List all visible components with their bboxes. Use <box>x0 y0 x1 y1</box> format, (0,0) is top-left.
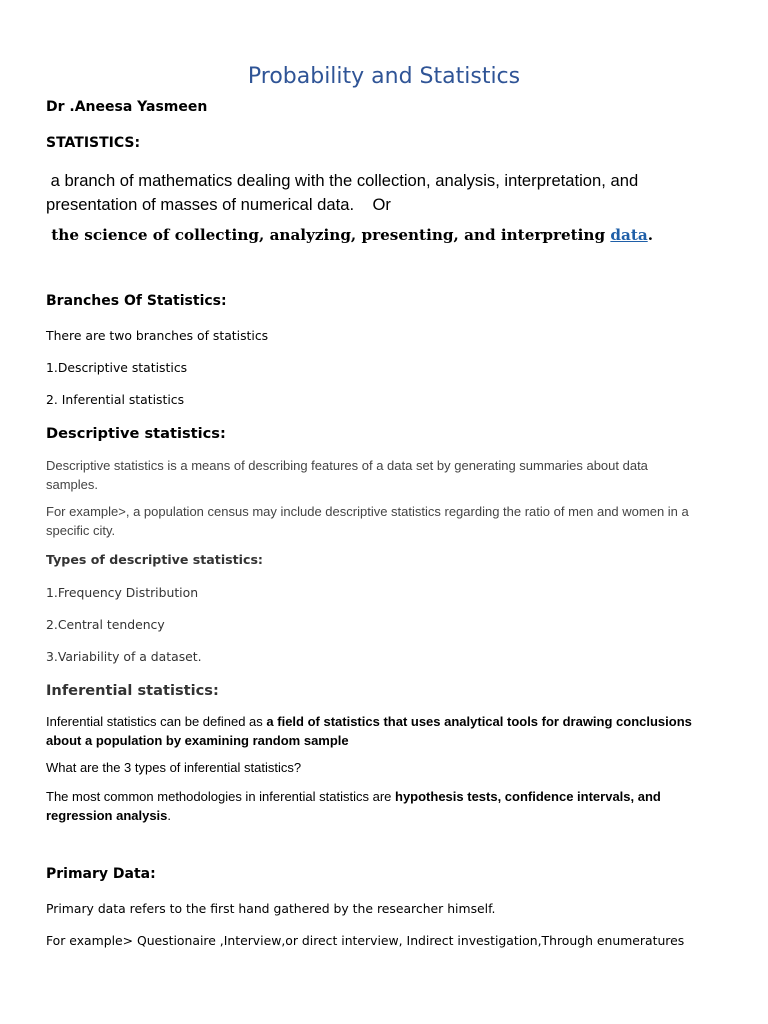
inferential-paragraph-1 <box>46 713 692 750</box>
inferential-question: What are the 3 types of inferential statistics? <box>46 760 302 775</box>
inferential-heading: Inferential statistics: <box>46 682 219 699</box>
definition-2-text: the science of collecting, analyzing, presenting, and interpreting <box>46 226 611 244</box>
data-link[interactable]: data <box>610 226 648 244</box>
inferential-p1-text: Inferential statistics can be defined as <box>46 714 267 729</box>
definition-1-line-1: a branch of mathematics dealing with the collection, analysis, interpretation, and <box>46 171 639 190</box>
type-item-frequency: 1.Frequency Distribution <box>46 585 199 600</box>
branch-item-descriptive: 1.Descriptive statistics <box>46 360 188 375</box>
descriptive-paragraph-1 <box>46 457 648 494</box>
primary-data-paragraph-1: Primary data refers to the first hand gathered by the researcher himself. <box>46 901 496 916</box>
descriptive-p2-line-2: specific city. <box>46 522 116 538</box>
types-heading: Types of descriptive statistics: <box>46 552 263 567</box>
inferential-p1-bold-1: a field of statistics that uses analytical tools for drawing conclusions <box>266 714 692 729</box>
primary-data-heading: Primary Data: <box>46 866 156 882</box>
inferential-p1-bold-2: about a population by examining random sample <box>46 732 349 748</box>
inferential-p2-bold-2: regression analysis <box>46 807 168 823</box>
inferential-paragraph-2 <box>46 788 661 825</box>
branches-heading: Branches Of Statistics: <box>46 293 227 309</box>
primary-data-paragraph-2: For example> Questionaire ,Interview,or direct interview, Indirect investigation,Through enumeratures <box>46 933 685 948</box>
descriptive-paragraph-2 <box>46 503 689 540</box>
author-name: Dr .Aneesa Yasmeen <box>46 99 208 115</box>
branch-item-inferential: 2. Inferential statistics <box>46 392 185 407</box>
descriptive-p1-line-1: Descriptive statistics is a means of describing features of a data set by generating summaries about data <box>46 458 648 473</box>
type-item-variability: 3.Variability of a dataset. <box>46 649 202 664</box>
inferential-p2-bold-1: hypothesis tests, confidence intervals, and <box>395 789 661 804</box>
statistics-heading: STATISTICS: <box>46 135 141 151</box>
document-title: Probability and Statistics <box>247 64 521 89</box>
statistics-definition-2 <box>46 226 653 244</box>
definition-2-end: . <box>647 226 653 244</box>
branches-intro: There are two branches of statistics <box>46 328 269 343</box>
descriptive-heading: Descriptive statistics: <box>46 425 226 442</box>
statistics-definition-1 <box>46 169 638 217</box>
type-item-central-tendency: 2.Central tendency <box>46 617 165 632</box>
descriptive-p1-line-2: samples. <box>46 476 99 492</box>
descriptive-p2-line-1: For example>, a population census may include descriptive statistics regarding the ratio of men and women in a <box>46 504 689 519</box>
inferential-p2-text: The most common methodologies in inferential statistics are <box>46 789 395 804</box>
definition-1-line-2: presentation of masses of numerical data. Or <box>46 195 391 214</box>
inferential-p2-end: . <box>167 807 172 823</box>
